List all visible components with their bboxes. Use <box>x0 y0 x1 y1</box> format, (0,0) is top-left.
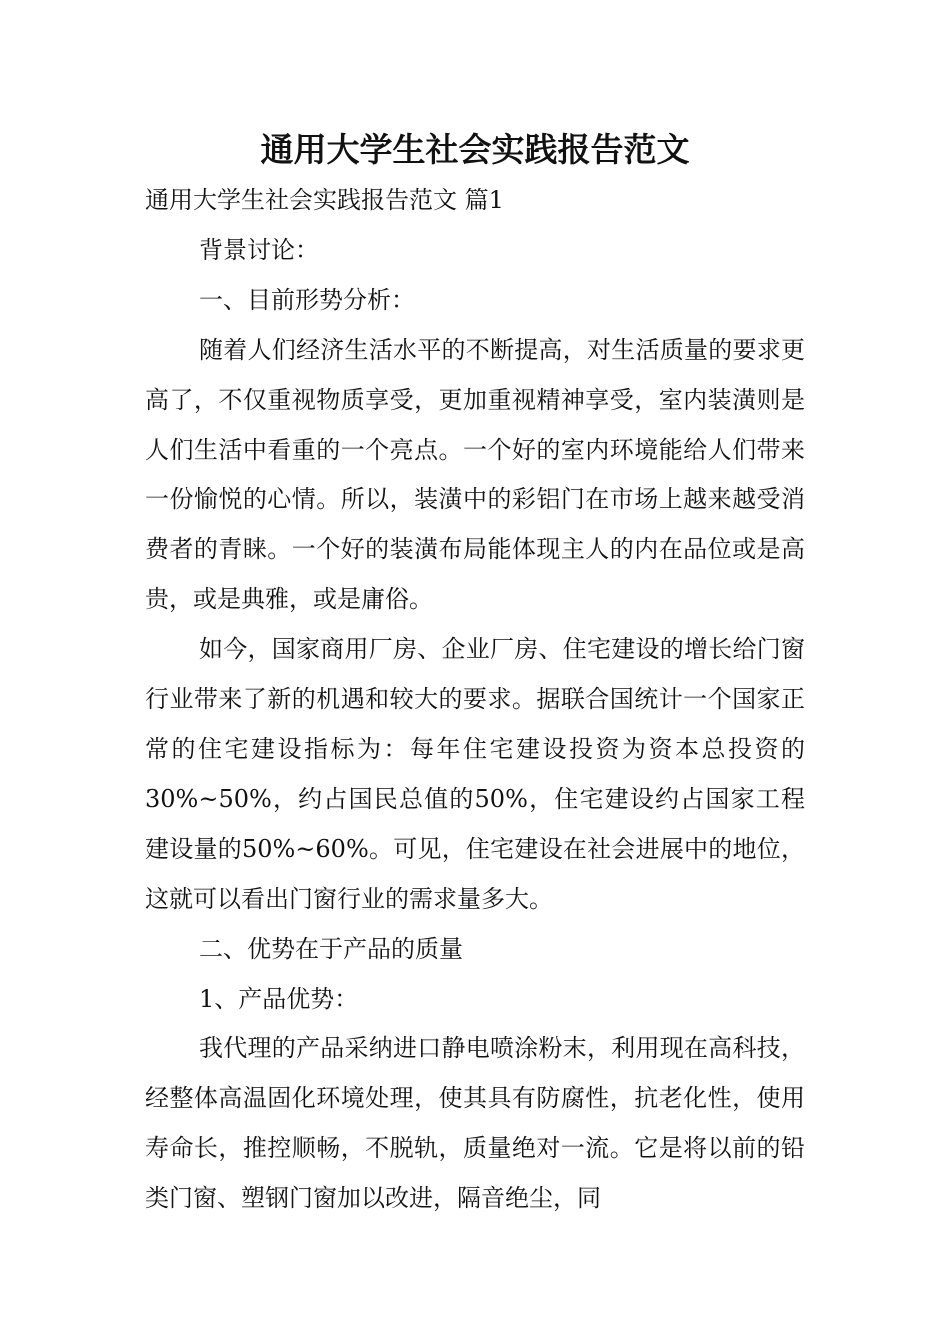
document-body <box>145 176 805 1224</box>
heading-situation-analysis: 一、目前形势分析： <box>199 285 415 314</box>
paragraph-living-standards: 随着人们经济生活水平的不断提高，对生活质量的要求更高了，不仅重视物质享受，更加重视精神享受，室内装潢则是人们生活中看重的一个亮点。一个好的室内环境能给人们带来一份愉悦的心情。所以，装潢中的彩铝门在市场上越来越受消费者的青睐。一个好的装潢布局能体现主人的内在品位或是高贵，或是典雅，或是庸俗。 <box>145 335 805 614</box>
paragraph-housing-construction: 如今，国家商用厂房、企业厂房、住宅建设的增长给门窗行业带来了新的机遇和较大的要求。据联合国统计一个国家正常的住宅建设指标为：每年住宅建设投资为资本总投资的30%~50%，约占国民总值的50%，住宅建设约占国家工程建设量的50%~60%。可见，住宅建设在社会进展中的地位，这就可以看出门窗行业的需求量多大。 <box>145 635 805 913</box>
heading-product-advantage: 1、产品优势： <box>199 984 359 1013</box>
document-title: 通用大学生社会实践报告范文 <box>260 130 690 169</box>
heading-quality-advantage: 二、优势在于产品的质量 <box>199 934 463 963</box>
paragraph-product-description: 我代理的产品采纳进口静电喷涂粉末，利用现在高科技，经整体高温固化环境处理，使其具有防腐性，抗老化性，使用寿命长，推控顺畅，不脱轨，质量绝对一流。它是将以前的铅类门窗、塑钢门窗加以改进，隔音绝尘，同 <box>145 1034 805 1213</box>
section-subtitle: 通用大学生社会实践报告范文 篇1 <box>145 186 504 214</box>
paragraph-background: 背景讨论： <box>199 235 319 264</box>
